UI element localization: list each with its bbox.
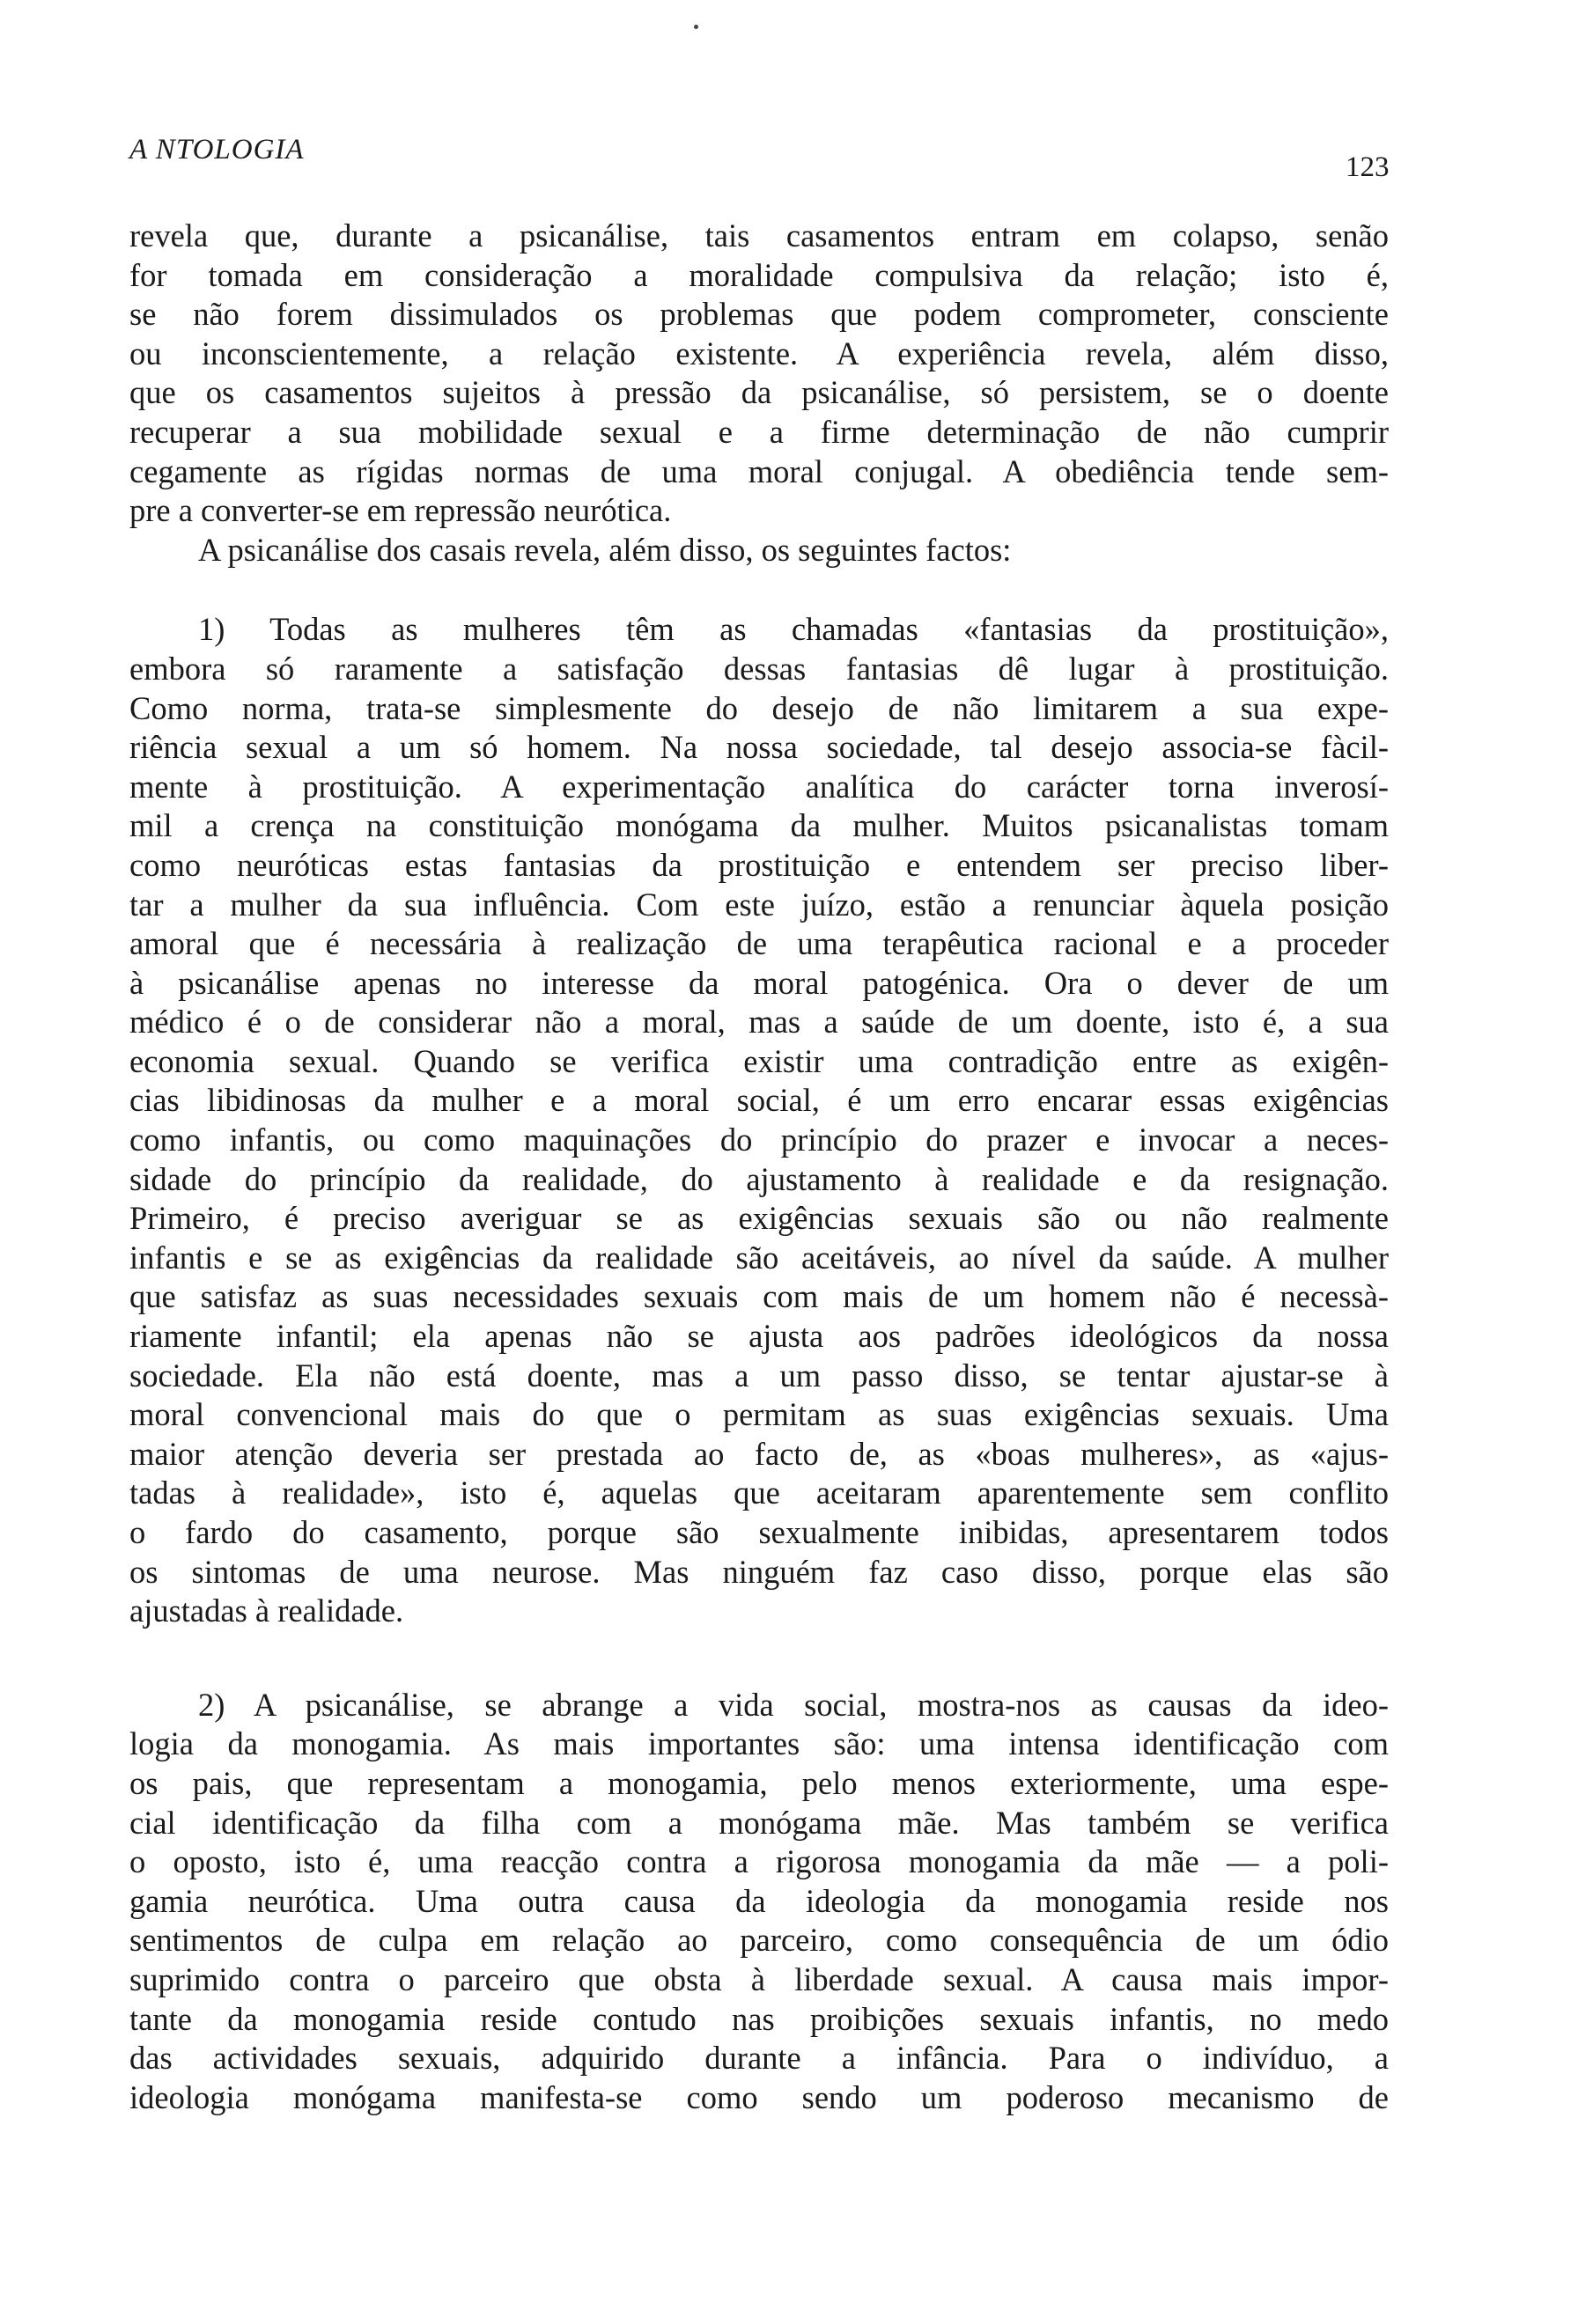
- paragraph-1: [129, 217, 1389, 531]
- page-number: 123: [1346, 151, 1390, 183]
- paragraph-gap: [129, 570, 1389, 610]
- stray-dot-mark: [694, 25, 698, 29]
- text-line: gamia neurótica. Uma outra causa da ideologia da monogamia reside nos: [129, 1882, 1389, 1919]
- text-line: das actividades sexuais, adquirido durante a infância. Para o indivíduo, a: [129, 2040, 1389, 2077]
- text-line: cias libidinosas da mulher e a moral social, é um erro encarar essas exigências: [129, 1082, 1389, 1119]
- text-line: maior atenção deveria ser prestada ao facto de, as «boas mulheres», as «ajus-: [129, 1435, 1389, 1472]
- text-line: que satisfaz as suas necessidades sexuais com mais de um homem não é necessà-: [129, 1278, 1389, 1315]
- text-line: à psicanálise apenas no interesse da moral patogénica. Ora o dever de um: [129, 964, 1389, 1001]
- text-line: se não forem dissimulados os problemas que podem comprometer, consciente: [129, 296, 1389, 333]
- text-line: suprimido contra o parceiro que obsta à liberdade sexual. A causa mais impor-: [129, 1960, 1389, 1997]
- text-line: como infantis, ou como maquinações do princípio do prazer e invocar a neces-: [129, 1122, 1389, 1158]
- text-line: amoral que é necessária à realização de uma terapêutica racional e a proceder: [129, 925, 1389, 962]
- running-head: A NTOLOGIA: [129, 134, 305, 165]
- paragraph-4: [129, 1686, 1389, 2118]
- text-line: for tomada em consideração a moralidade compulsiva da relação; isto é,: [129, 256, 1389, 293]
- text-line: revela que, durante a psicanálise, tais casamentos entram em colapso, senão: [129, 217, 1389, 254]
- text-line: riência sexual a um só homem. Na nossa sociedade, tal desejo associa-se fàcil-: [129, 729, 1389, 766]
- text-line: cegamente as rígidas normas de uma moral conjugal. A obediência tende sem-: [129, 452, 1389, 489]
- text-line: tadas à realidade», isto é, aquelas que aceitaram aparentemente sem conflito: [129, 1475, 1389, 1511]
- paragraph-3: [129, 610, 1389, 1630]
- text-line: tar a mulher da sua influência. Com este juízo, estão a renunciar àquela posição: [129, 886, 1389, 923]
- text-line: pre a converter-se em repressão neurótica.: [129, 492, 672, 529]
- text-line: embora só raramente a satisfação dessas fantasias dê lugar à prostituição.: [129, 650, 1389, 687]
- text-line: moral convencional mais do que o permitam as suas exigências sexuais. Uma: [129, 1396, 1389, 1433]
- text-line: riamente infantil; ela apenas não se ajusta aos padrões ideológicos da nossa: [129, 1318, 1389, 1355]
- text-line: 2) A psicanálise, se abrange a vida social, mostra-nos as causas da ideo-: [198, 1686, 1389, 1723]
- text-line: sidade do princípio da realidade, do ajustamento à realidade e da resignação.: [129, 1160, 1389, 1197]
- text-line: mente à prostituição. A experimentação analítica do carácter torna inverosí-: [129, 768, 1389, 805]
- text-line: Como norma, trata-se simplesmente do desejo de não limitarem a sua expe-: [129, 689, 1389, 726]
- text-line: tante da monogamia reside contudo nas proibições sexuais infantis, no medo: [129, 2000, 1389, 2037]
- body-text: [129, 217, 1389, 2117]
- text-line: os sintomas de uma neurose. Mas ninguém faz caso disso, porque elas são: [129, 1553, 1389, 1590]
- text-line: o oposto, isto é, uma reacção contra a rigorosa monogamia da mãe — a poli-: [129, 1843, 1389, 1880]
- paragraph-gap: [129, 1631, 1389, 1686]
- text-line: sociedade. Ela não está doente, mas a um passo disso, se tentar ajustar-se à: [129, 1357, 1389, 1394]
- text-line: ou inconscientemente, a relação existente. A experiência revela, além disso,: [129, 335, 1389, 371]
- text-line: ideologia monógama manifesta-se como sendo um poderoso mecanismo de: [129, 2078, 1389, 2115]
- text-line: Primeiro, é preciso averiguar se as exigências sexuais são ou não realmente: [129, 1200, 1389, 1237]
- text-line: logia da monogamia. As mais importantes são: uma intensa identificação com: [129, 1725, 1389, 1762]
- text-line: ajustadas à realidade.: [129, 1592, 404, 1629]
- text-line: 1) Todas as mulheres têm as chamadas «fantasias da prostituição»,: [198, 611, 1389, 648]
- text-line: sentimentos de culpa em relação ao parceiro, como consequência de um ódio: [129, 1922, 1389, 1959]
- text-line: médico é o de considerar não a moral, mas a saúde de um doente, isto é, a sua: [129, 1004, 1389, 1041]
- text-line: que os casamentos sujeitos à pressão da psicanálise, só persistem, se o doente: [129, 374, 1389, 411]
- text-line: os pais, que representam a monogamia, pelo menos exteriormente, uma espe-: [129, 1764, 1389, 1801]
- text-line: recuperar a sua mobilidade sexual e a firme determinação de não cumprir: [129, 413, 1389, 450]
- text-line: o fardo do casamento, porque são sexualmente inibidas, apresentarem todos: [129, 1514, 1389, 1550]
- text-line: como neuróticas estas fantasias da prostituição e entendem ser preciso liber-: [129, 846, 1389, 883]
- text-line: A psicanálise dos casais revela, além disso, os seguintes factos:: [198, 531, 1012, 568]
- text-line: mil a crença na constituição monógama da mulher. Muitos psicanalistas tomam: [129, 807, 1389, 844]
- text-line: economia sexual. Quando se verifica existir uma contradição entre as exigên-: [129, 1042, 1389, 1079]
- paragraph-2: [129, 531, 1389, 570]
- text-line: cial identificação da filha com a monógama mãe. Mas também se verifica: [129, 1804, 1389, 1841]
- text-line: infantis e se as exigências da realidade são aceitáveis, ao nível da saúde. A mulher: [129, 1239, 1389, 1276]
